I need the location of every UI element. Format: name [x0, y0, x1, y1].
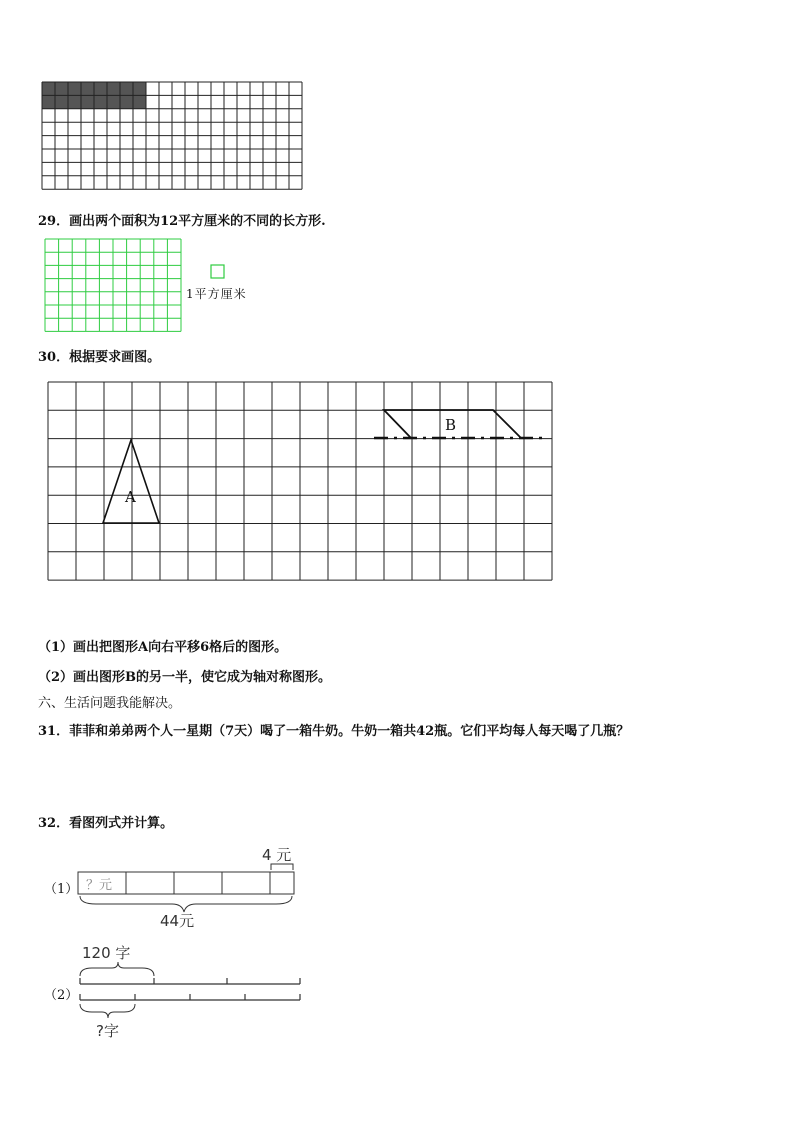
bottom-value-label: ?字 [96, 1022, 119, 1040]
triangle-a [103, 440, 159, 523]
shaded-cell [68, 95, 81, 108]
green-grid[interactable] [44, 238, 184, 332]
shaded-cell [81, 82, 94, 95]
shaded-cell [120, 82, 133, 95]
q30-title: 30．根据要求画图。 [38, 350, 161, 365]
shaded-cell [68, 82, 81, 95]
section6-title: 六、生活问题我能解决。 [38, 696, 182, 711]
total-label: 44元 [160, 912, 195, 930]
unit-square-label: 1平方厘米 [186, 287, 247, 301]
q32-title: 32．看图列式并计算。 [38, 816, 174, 831]
top-value-label-2: 120 字 [82, 944, 131, 962]
shaded-cell [55, 82, 68, 95]
figure-b-label: B [445, 416, 457, 434]
top-brace [271, 864, 293, 870]
q31-title: 31．菲菲和弟弟两个人一星期（7天）喝了一箱牛奶。牛奶一箱共42瓶。它们平均每人每天喝了几瓶？ [38, 724, 630, 739]
shaded-cell [94, 95, 107, 108]
shaded-cell [94, 82, 107, 95]
bottom-brace [80, 896, 292, 912]
unit-square-icon [210, 264, 226, 280]
q30-task2: （2）画出图形B的另一半，使它成为轴对称图形。 [38, 670, 332, 685]
shaded-cell [42, 82, 55, 95]
shaded-cell [55, 95, 68, 108]
q32-part2-diagram [78, 940, 304, 1044]
shaded-cell [42, 95, 55, 108]
shaded-cell [133, 82, 146, 95]
q30-task1: （1）画出把图形A向右平移6格后的图形。 [38, 640, 288, 655]
top-value-label: 4 元 [262, 846, 292, 864]
shaded-cell [107, 95, 120, 108]
drawing-grid[interactable] [46, 380, 554, 582]
shaded-cell [81, 95, 94, 108]
shaded-grid-figure [40, 80, 304, 192]
q32-part1-diagram [76, 838, 306, 932]
shaded-cell [120, 95, 133, 108]
q32-part2-label: （2） [44, 988, 79, 1003]
unknown-price-box: ？元 [86, 878, 113, 893]
q32-part1-label: （1） [44, 882, 79, 897]
shaded-cell [107, 82, 120, 95]
triangle-a-label: A [125, 488, 136, 506]
shaded-cell [133, 95, 146, 108]
q29-title: 29．画出两个面积为12平方厘米的不同的长方形. [38, 214, 326, 229]
